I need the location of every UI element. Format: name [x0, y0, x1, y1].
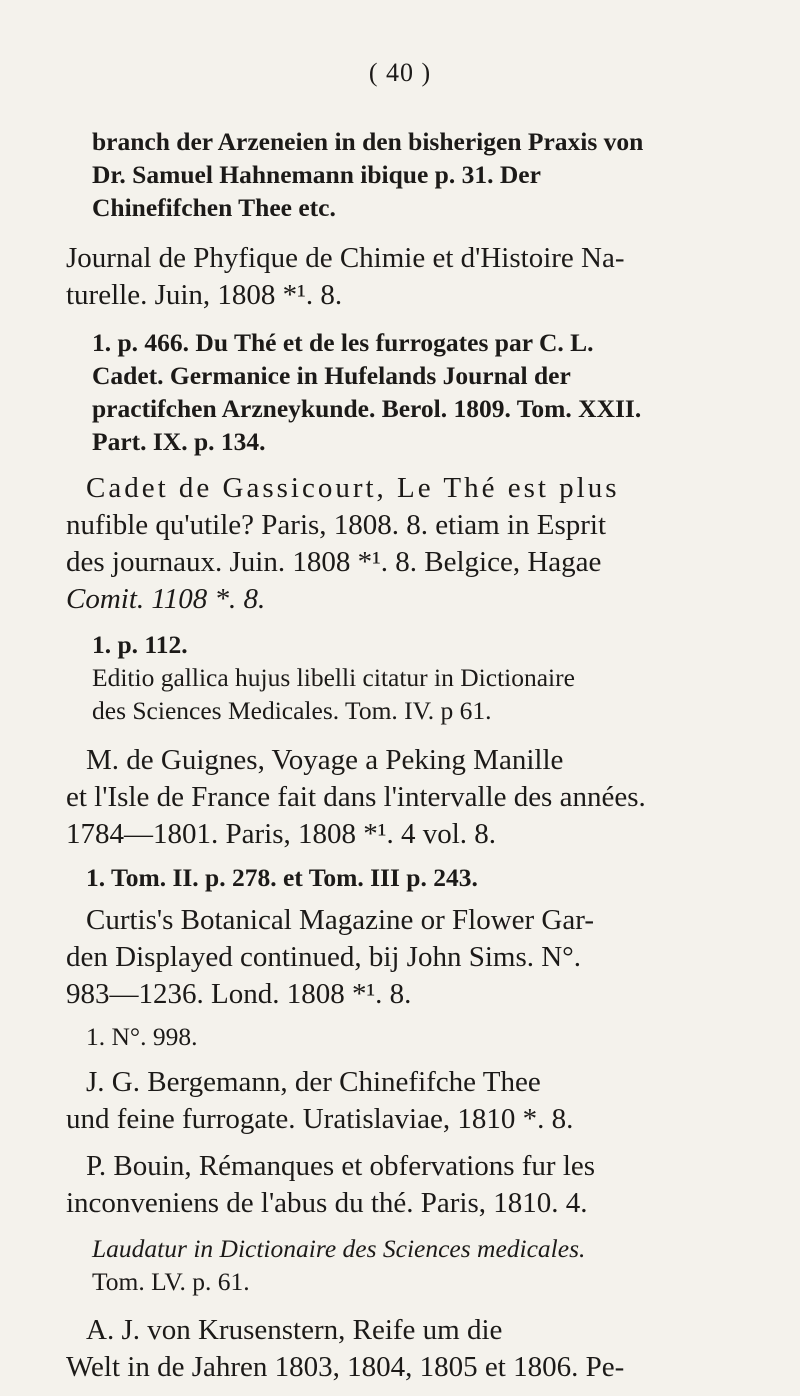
footnote-line: Cadet. Germanice in Hufelands Journal der — [92, 361, 571, 390]
text-line: Dr. Samuel Hahnemann ibique p. 31. Der — [92, 160, 541, 189]
bibliography-entry-title: M. de Guignes, Voyage a Peking Manille — [86, 744, 564, 776]
text-line: 983—1236. Lond. 1808 *¹. 8. — [66, 978, 412, 1010]
footnote-line: 1. p. 466. Du Thé et de les furrogates par C. L. — [92, 328, 594, 357]
text-line: den Displayed continued, bij John Sims. N°. — [66, 941, 582, 973]
text-line: und feine furrogate. Uratislaviae, 1810 *. 8. — [66, 1103, 574, 1135]
bibliography-entry-title: A. J. von Krusenstern, Reife um die — [86, 1314, 503, 1346]
bibliography-entry-title: Curtis's Botanical Magazine or Flower Gar- — [86, 904, 594, 936]
bibliography-entry-title: Journal de Phyfique de Chimie et d'Histoire Na- — [66, 242, 625, 274]
footnote-line: des Sciences Medicales. Tom. IV. p 61. — [92, 696, 492, 725]
text-line: Welt in de Jahren 1803, 1804, 1805 et 1806. Pe- — [66, 1351, 625, 1383]
footnote-line: Laudatur in Dictionaire des Sciences medicales. — [92, 1234, 586, 1263]
bibliography-entry-title: J. G. Bergemann, der Chinefifche Thee — [86, 1066, 541, 1098]
text-line: et l'Isle de France fait dans l'intervalle des années. — [66, 781, 646, 813]
page-number: ( 40 ) — [368, 58, 432, 87]
text-line: branch der Arzeneien in den bisherigen Praxis von — [92, 127, 644, 156]
footnote-line: Tom. LV. p. 61. — [92, 1267, 250, 1296]
footnote-line: practifchen Arzneykunde. Berol. 1809. Tom. XXII. — [92, 394, 642, 423]
text-line: inconveniens de l'abus du thé. Paris, 1810. 4. — [66, 1187, 588, 1219]
text-line: 1784—1801. Paris, 1808 *¹. 4 vol. 8. — [66, 818, 497, 850]
footnote-line: 1. N°. 998. — [86, 1022, 198, 1051]
text-line: Comit. 1108 *. 8. — [66, 583, 266, 615]
footnote-line: 1. Tom. II. p. 278. et Tom. III p. 243. — [86, 863, 478, 892]
text-line: des journaux. Juin. 1808 *¹. 8. Belgice, Hagae — [66, 546, 602, 578]
footnote-line: 1. p. 112. — [92, 630, 188, 659]
bibliography-entry-title: Cadet de Gassicourt, Le Thé est plus — [86, 472, 620, 504]
footnote-line: Part. IX. p. 134. — [92, 427, 266, 456]
bibliography-entry-title: P. Bouin, Rémanques et obfervations fur les — [86, 1150, 596, 1182]
text-line: nufible qu'utile? Paris, 1808. 8. etiam in Esprit — [66, 509, 607, 541]
text-line: Chinefifchen Thee etc. — [92, 193, 336, 222]
footnote-line: Editio gallica hujus libelli citatur in Dictionaire — [92, 663, 575, 692]
text-line: turelle. Juin, 1808 *¹. 8. — [66, 279, 343, 311]
